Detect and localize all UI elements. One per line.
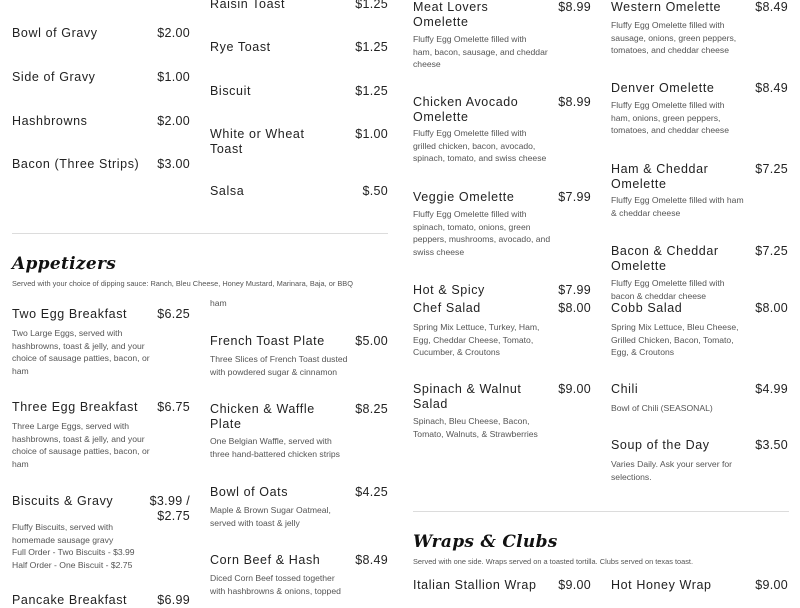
item-name: Denver Omelette	[611, 81, 715, 95]
item-name: Veggie Omelette	[413, 190, 515, 204]
item-price: $3.00	[157, 157, 190, 171]
item-name: Three Egg Breakfast	[12, 400, 139, 414]
section-heading-appetizers: Appetizers	[12, 254, 117, 274]
item-price: $8.25	[355, 402, 388, 416]
item-name: Western Omelette	[611, 0, 722, 14]
item-name: Raisin Toast	[210, 0, 286, 11]
item-price: $8.00	[558, 301, 591, 315]
item-name: Rye Toast	[210, 40, 271, 54]
item-description: Three Slices of French Toast dusted with powdered sugar & cinnamon	[210, 354, 348, 377]
item-price: $7.25	[755, 244, 788, 258]
item-name: Meat Lovers Omelette	[413, 0, 489, 29]
item-description: Fluffy Egg Omelette filled with sausage, onions, green peppers, tomatoes, and cheddar cheese	[611, 20, 737, 56]
item-price: $1.25	[355, 0, 388, 11]
item-price: $5.00	[355, 334, 388, 348]
section-note-wraps: Served with one side. Wraps served on a toasted tortilla. Clubs served on texas toast.	[413, 557, 694, 566]
item-name: Chicken Avocado Omelette	[413, 95, 519, 124]
item-name: Chili	[611, 382, 639, 396]
section-heading-wraps: Wraps & Clubs	[413, 532, 558, 552]
item-price: $7.99	[558, 283, 591, 297]
item-price: $1.00	[355, 127, 388, 141]
stray-text: ham	[210, 298, 227, 308]
item-description: Fluffy Egg Omelette filled with ham, onions, green peppers, tomatoes, and cheddar cheese	[611, 100, 730, 136]
item-name: Bowl of Gravy	[12, 26, 98, 40]
item-description: Spring Mix Lettuce, Bleu Cheese, Grilled Chicken, Bacon, Tomato, Egg, & Croutons	[611, 322, 739, 358]
item-description: Maple & Brown Sugar Oatmeal, served with toast & jelly	[210, 505, 331, 528]
item-description: Fluffy Egg Omelette filled with grilled chicken, bacon, avocado, spinach, tomato, and swiss cheese	[413, 128, 547, 164]
item-name: Spinach & Walnut Salad	[413, 382, 522, 411]
item-price: $9.00	[558, 382, 591, 396]
item-name: White or Wheat Toast	[210, 127, 305, 156]
item-name: Salsa	[210, 184, 245, 198]
item-price: $6.99	[157, 593, 190, 607]
item-price: $8.49	[755, 81, 788, 95]
item-name: Biscuit	[210, 84, 252, 98]
item-name: Side of Gravy	[12, 70, 96, 84]
item-name: Cobb Salad	[611, 301, 683, 315]
item-price: $.50	[362, 184, 388, 198]
item-price: $7.25	[755, 162, 788, 176]
item-price: $8.00	[755, 301, 788, 315]
divider-right	[413, 511, 789, 512]
divider-left	[12, 233, 388, 234]
item-name: Hot Honey Wrap	[611, 578, 712, 592]
item-name: Bacon (Three Strips)	[12, 157, 140, 171]
item-description: Fluffy Egg Omelette filled with spinach, tomato, onions, green peppers, mushrooms, avocado, and swiss cheese	[413, 209, 551, 257]
item-name: Chicken & Waffle Plate	[210, 402, 315, 431]
item-description: Bowl of Chili (SEASONAL)	[611, 403, 713, 413]
item-price: $1.25	[355, 84, 388, 98]
item-description: One Belgian Waffle, served with three hand-battered chicken strips	[210, 436, 340, 459]
item-price: $2.00	[157, 26, 190, 40]
item-name: Biscuits & Gravy	[12, 494, 114, 508]
item-price: $9.00	[558, 578, 591, 592]
item-name: Italian Stallion Wrap	[413, 578, 537, 592]
item-name: Hot & Spicy	[413, 283, 485, 297]
item-price: $8.99	[558, 0, 591, 14]
item-price: $1.25	[355, 40, 388, 54]
item-name: Ham & Cheddar Omelette	[611, 162, 709, 191]
item-description: Fluffy Egg Omelette filled with bacon & cheddar cheese	[611, 278, 725, 301]
item-price: $8.49	[755, 0, 788, 14]
item-description: Two Large Eggs, served with hashbrowns, toast & jelly, and your choice of sausage patties, bacon, or ham	[12, 328, 150, 376]
item-name: Chef Salad	[413, 301, 481, 315]
section-note-appetizers: Served with your choice of dipping sauce: Ranch, Bleu Cheese, Honey Mustard, Marinara, Baja, or BBQ	[12, 279, 353, 288]
item-description: Fluffy Egg Omelette filled with ham, bacon, sausage, and cheddar cheese	[413, 34, 548, 70]
item-price: $6.75	[157, 400, 190, 414]
item-price: $8.49	[355, 553, 388, 567]
item-price: $1.00	[157, 70, 190, 84]
item-description: Diced Corn Beef tossed together with hashbrowns & onions, topped	[210, 573, 341, 596]
item-name: Corn Beef & Hash	[210, 553, 321, 567]
item-price: $4.25	[355, 485, 388, 499]
item-name: Soup of the Day	[611, 438, 710, 452]
item-price: $7.99	[558, 190, 591, 204]
item-price: $4.99	[755, 382, 788, 396]
item-price: $3.99 / $2.75	[149, 494, 190, 523]
item-price: $3.50	[755, 438, 788, 452]
item-description: Fluffy Egg Omelette filled with ham & cheddar cheese	[611, 195, 744, 218]
item-description: Spring Mix Lettuce, Turkey, Ham, Egg, Cheddar Cheese, Tomato, Cucumber, & Croutons	[413, 322, 540, 358]
item-name: Bacon & Cheddar Omelette	[611, 244, 719, 273]
item-name: French Toast Plate	[210, 334, 325, 348]
item-name: Two Egg Breakfast	[12, 307, 128, 321]
item-description: Fluffy Biscuits, served with homemade sausage gravy Full Order - Two Biscuits - $3.99 Half Order - One Biscuit - $2.75	[12, 522, 135, 570]
item-name: Bowl of Oats	[210, 485, 289, 499]
item-price: $8.99	[558, 95, 591, 109]
item-price: $9.00	[755, 578, 788, 592]
item-description: Spinach, Bleu Cheese, Bacon, Tomato, Walnuts, & Strawberries	[413, 416, 538, 439]
item-description: Three Large Eggs, served with hashbrowns, toast & jelly, and your choice of sausage patties, bacon, or ham	[12, 421, 150, 469]
item-description: Varies Daily. Ask your server for selections.	[611, 459, 732, 482]
item-name: Pancake Breakfast	[12, 593, 128, 607]
item-price: $2.00	[157, 114, 190, 128]
item-price: $6.25	[157, 307, 190, 321]
item-name: Hashbrowns	[12, 114, 88, 128]
